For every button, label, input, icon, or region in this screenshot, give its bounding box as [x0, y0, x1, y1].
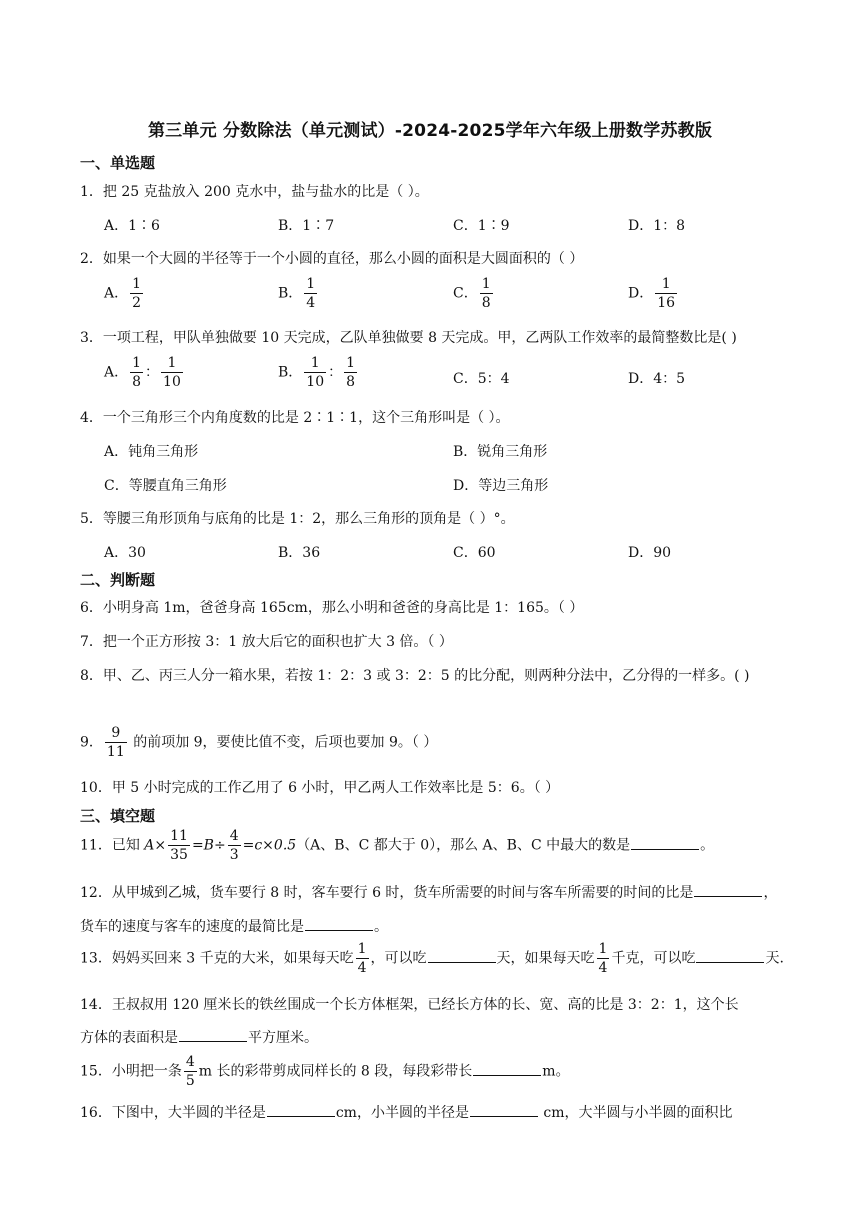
- q4-option-c: C．等腰直角三角形: [104, 478, 227, 494]
- fraction: [130, 277, 143, 310]
- fraction: [184, 1055, 197, 1088]
- question-3: 3．一项工程，甲队单独做要 10 天完成，乙队单独做要 8 天完成。甲，乙两队工作效率的最简整数比是( ): [80, 330, 737, 346]
- denominator: 8: [132, 374, 142, 390]
- numerator: 9: [105, 726, 127, 743]
- question-2: 2．如果一个大圆的半径等于一个小圆的直径，那么小圆的面积是大圆面积的（ ）: [80, 251, 584, 267]
- fraction: [168, 829, 190, 862]
- q3-option-b: [278, 356, 359, 389]
- q5-option-a: A．30: [104, 545, 146, 561]
- fraction: [161, 356, 183, 389]
- denominator: 16: [657, 295, 676, 311]
- numerator: 1: [306, 276, 316, 292]
- answer-blank[interactable]: [267, 1102, 335, 1117]
- q2-option-a: [104, 277, 145, 310]
- math-term: A×: [144, 837, 167, 854]
- numerator: 1: [655, 277, 677, 294]
- numerator: 1: [346, 355, 356, 371]
- option-label: B．: [278, 285, 303, 302]
- question-5: 5．等腰三角形顶角与底角的比是 1：2，那么三角形的顶角是（ ）°。: [80, 511, 515, 527]
- numerator: 1: [132, 276, 142, 292]
- question-text: 16．下图中，大半圆的半径是: [80, 1105, 266, 1121]
- option-label: B．: [278, 364, 303, 381]
- question-text: cm，小半圆的半径是: [335, 1105, 469, 1121]
- numerator: 11: [170, 828, 188, 844]
- question-1: 1．把 25 克盐放入 200 克水中，盐与盐水的比是（ ）。: [80, 184, 429, 200]
- question-14-line-2: [80, 1027, 318, 1047]
- q2-option-b: [278, 277, 319, 310]
- answer-blank[interactable]: [428, 948, 496, 963]
- question-12-line-1: [80, 882, 777, 902]
- q5-option-c: C．60: [453, 545, 496, 561]
- q1-option-a: A．1∶6: [104, 218, 160, 234]
- numerator: 1: [481, 276, 491, 292]
- option-label: A．: [104, 285, 129, 302]
- numerator: 4: [229, 828, 239, 844]
- question-text: （A、B、C 都大于 0），那么 A、B、C 中最大的数是: [296, 837, 631, 854]
- question-text: 13．妈妈买回来 3 千克的大米，如果每天吃: [80, 950, 354, 967]
- fraction: [304, 356, 326, 389]
- numerator: 1: [598, 941, 608, 957]
- page-title: 第三单元 分数除法（单元测试）-2024-2025学年六年级上册数学苏教版: [147, 121, 713, 141]
- question-text: 千克，可以吃: [611, 950, 696, 967]
- question-14-line-1: 14．王叔叔用 120 厘米长的铁丝围成一个长方体框架，已经长方体的长、宽、高的比是 3：2：1，这个长: [80, 997, 739, 1013]
- numerator: 1: [357, 941, 367, 957]
- fraction: [130, 356, 143, 389]
- option-label: C．: [453, 285, 478, 302]
- denominator: 8: [346, 374, 356, 390]
- answer-blank[interactable]: [305, 916, 373, 931]
- q4-option-b: B．锐角三角形: [453, 444, 548, 460]
- fraction: [228, 829, 241, 862]
- q1-option-b: B．1∶7: [278, 218, 335, 234]
- denominator: 4: [306, 295, 316, 311]
- question-text: 11．已知: [80, 837, 145, 854]
- q4-option-d: D．等边三角形: [453, 478, 549, 494]
- q2-option-d: [628, 277, 679, 310]
- answer-blank[interactable]: [696, 948, 764, 963]
- denominator: 11: [106, 744, 125, 760]
- answer-blank[interactable]: [470, 1102, 538, 1117]
- question-text: ，: [763, 885, 778, 901]
- question-10: 10．甲 5 小时完成的工作乙用了 6 小时，甲乙两人工作效率比是 5：6。（ ）: [80, 780, 560, 796]
- section-heading-true-false: 二、判断题: [80, 571, 156, 589]
- question-text: 货车的速度与客车的速度的最简比是: [80, 919, 304, 935]
- question-text: 15．小明把一条: [80, 1063, 182, 1080]
- fraction: [105, 726, 127, 759]
- question-11: [80, 829, 714, 862]
- q5-option-d: D．90: [628, 545, 672, 561]
- denominator: 4: [598, 960, 608, 976]
- option-label: D．: [628, 285, 654, 302]
- question-4: 4．一个三角形三个内角度数的比是 2∶1∶1，这个三角形叫是（ ）。: [80, 410, 510, 426]
- numerator: 1: [161, 356, 183, 373]
- numerator: 4: [185, 1054, 195, 1070]
- q3-option-c: C．5：4: [453, 371, 510, 387]
- ratio-colon: ：: [328, 364, 343, 381]
- question-text: 12．从甲城到乙城，货车要行 8 时，客车要行 6 时，货车所需要的时间与客车所需要的时间的比是: [80, 885, 694, 901]
- q5-option-b: B．36: [278, 545, 321, 561]
- section-heading-fill-blank: 三、填空题: [80, 807, 156, 825]
- question-text: cm，大半圆与小半圆的面积比: [538, 1105, 733, 1121]
- fraction: [304, 277, 317, 310]
- question-text: 平方厘米。: [248, 1030, 318, 1046]
- denominator: 4: [357, 960, 367, 976]
- q3-option-d: D．4：5: [628, 371, 686, 387]
- question-text: m 长的彩带剪成同样长的 8 段，每段彩带长: [198, 1063, 473, 1080]
- numerator: 1: [132, 355, 142, 371]
- denominator: 5: [185, 1073, 195, 1089]
- question-text: 的前项加 9，要使比值不变，后项也要加 9。（ ）: [128, 734, 438, 751]
- question-8: 8．甲、乙、丙三人分一箱水果，若按 1：2：3 或 3：2：5 的比分配，则两种分法中，乙分得的一样多。( ): [80, 668, 750, 684]
- question-13: [80, 942, 784, 975]
- question-6: 6．小明身高 1m，爸爸身高 165cm，那么小明和爸爸的身高比是 1：165。（ ）: [80, 600, 584, 616]
- denominator: 8: [481, 295, 491, 311]
- fraction: [597, 942, 610, 975]
- q1-option-d: D．1：8: [628, 218, 686, 234]
- option-label: A．: [104, 364, 129, 381]
- section-heading-single-choice: 一、单选题: [80, 154, 156, 172]
- answer-blank[interactable]: [694, 882, 762, 897]
- math-term: =B÷: [191, 837, 226, 854]
- denominator: 10: [163, 374, 181, 390]
- q2-option-c: [453, 277, 495, 310]
- q1-option-c: C．1∶9: [453, 218, 510, 234]
- numerator: 1: [304, 356, 326, 373]
- question-9: [80, 726, 437, 759]
- denominator: 3: [229, 847, 239, 863]
- answer-blank[interactable]: [473, 1061, 541, 1076]
- question-16: [80, 1102, 733, 1122]
- question-12-line-2: [80, 916, 388, 936]
- math-term: =c×0.5: [242, 837, 297, 854]
- denominator: 10: [306, 374, 325, 390]
- question-number: 9．: [80, 734, 103, 751]
- question-text: 。: [700, 837, 715, 854]
- question-text: 天.: [765, 950, 784, 967]
- question-15: [80, 1055, 570, 1088]
- denominator: 35: [170, 847, 188, 863]
- answer-blank[interactable]: [631, 835, 699, 850]
- question-text: m。: [542, 1063, 570, 1080]
- question-7: 7．把一个正方形按 3：1 放大后它的面积也扩大 3 倍。（ ）: [80, 634, 453, 650]
- question-text: 方体的表面积是: [80, 1030, 178, 1046]
- question-text: 天，如果每天吃: [496, 950, 595, 967]
- fraction: [655, 277, 677, 310]
- fraction: [356, 942, 369, 975]
- fraction: [480, 277, 493, 310]
- q4-option-a: A．钝角三角形: [104, 444, 199, 460]
- ratio-colon: ：: [145, 364, 160, 381]
- fraction: [344, 356, 357, 389]
- denominator: 2: [132, 295, 142, 311]
- q3-option-a: [104, 356, 185, 389]
- question-text: ，可以吃: [370, 950, 427, 967]
- answer-blank[interactable]: [179, 1027, 247, 1042]
- question-text: 。: [374, 919, 388, 935]
